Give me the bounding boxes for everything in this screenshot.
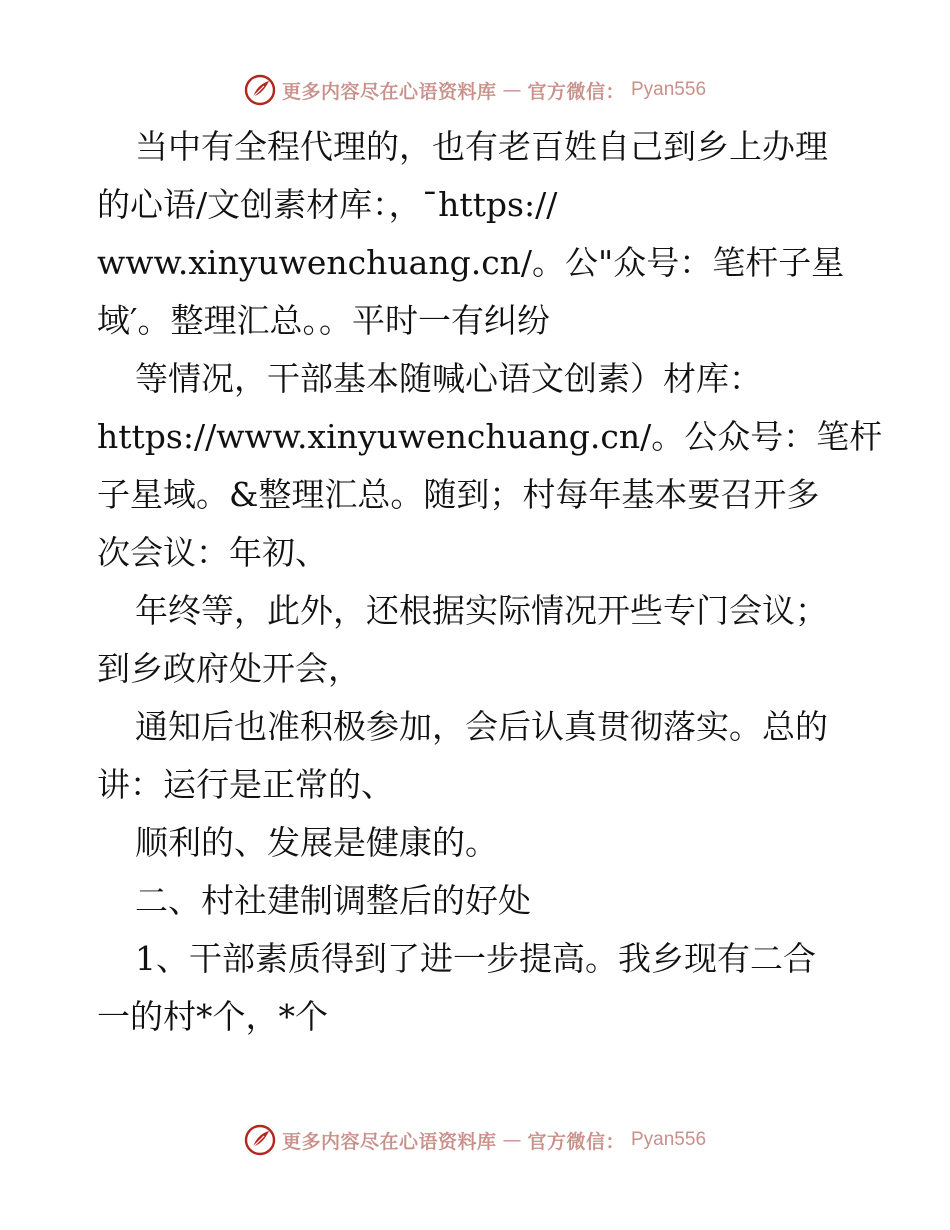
feather-pen-logo-icon bbox=[244, 1124, 276, 1156]
body-line: 讲：运行是正常的、 bbox=[97, 765, 394, 804]
body-line: 的心语/文创素材库：，¯https:// bbox=[97, 185, 558, 224]
watermark-separator: — bbox=[502, 79, 522, 101]
watermark-account: Pyan556 bbox=[631, 79, 707, 100]
body-line: 到乡政府处开会， bbox=[97, 649, 361, 688]
watermark-title: 更多内容尽在心语资料库 bbox=[281, 1130, 497, 1153]
document-body bbox=[97, 118, 883, 1046]
body-line: 次会议：年初、 bbox=[97, 533, 328, 572]
body-line: 一的村*个，*个 bbox=[97, 997, 328, 1036]
watermark-title: 更多内容尽在心语资料库 bbox=[281, 80, 497, 103]
section-heading: 二、村社建制调整后的好处 bbox=[135, 881, 531, 920]
body-line: www.xinyuwenchuang.cn/。公"众号：笔杆子星 bbox=[97, 243, 845, 282]
watermark-separator: — bbox=[502, 1129, 522, 1151]
watermark-account: Pyan556 bbox=[631, 1129, 707, 1150]
body-line: 年终等，此外，还根据实际情况开些专门会议； bbox=[135, 591, 828, 630]
body-line: 1、干部素质得到了进一步提高。我乡现有二合 bbox=[135, 939, 816, 978]
body-line: https://www.xinyuwenchuang.cn/。公众号：笔杆 bbox=[97, 417, 883, 456]
watermark-label: 官方微信： bbox=[527, 80, 625, 103]
body-line: 通知后也准积极参加，会后认真贯彻落实。总的 bbox=[135, 707, 828, 746]
feather-pen-logo-icon bbox=[244, 74, 276, 106]
body-line: 等情况，干部基本随喊心语文创素）材库： bbox=[135, 359, 762, 398]
watermark-label: 官方微信： bbox=[527, 1130, 625, 1153]
header-watermark bbox=[0, 72, 950, 108]
body-line: 域′。整理汇总。。平时一有纠纷 bbox=[97, 301, 550, 340]
footer-watermark bbox=[0, 1122, 950, 1158]
body-line: 当中有全程代理的，也有老百姓自己到乡上办理 bbox=[135, 127, 828, 166]
body-line: 子星域。&整理汇总。随到；村每年基本要召开多 bbox=[97, 475, 820, 514]
body-line: 顺利的、发展是健康的。 bbox=[135, 823, 498, 862]
